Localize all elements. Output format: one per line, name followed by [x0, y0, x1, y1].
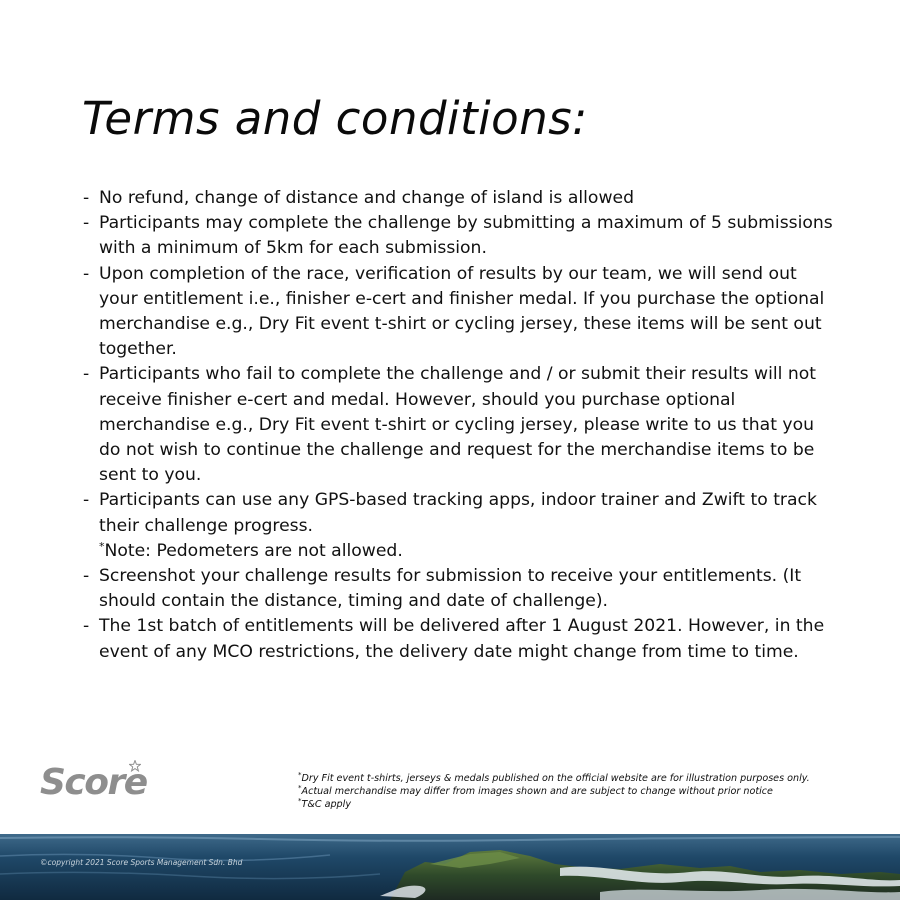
footnote-line: *Dry Fit event t-shirts, jerseys & medals published on the official website are for illustration purposes only.	[298, 771, 810, 784]
list-dash: -	[83, 616, 90, 637]
list-item	[80, 211, 840, 261]
list-dash: -	[83, 364, 90, 385]
footnote-asterisk: *	[298, 771, 302, 779]
coastline-image	[0, 834, 900, 900]
term-text: No refund, change of distance and change of island is allowed	[99, 188, 634, 208]
list-dash: -	[83, 188, 90, 208]
coastline-banner	[0, 834, 900, 900]
term-text: Participants may complete the challenge by submitting a maximum of 5 submissions with a minimum of 5km for each submission.	[99, 213, 833, 259]
term-text: Participants can use any GPS-based tracking apps, indoor trainer and Zwift to track their challenge progress.	[99, 490, 817, 536]
list-item	[80, 186, 840, 211]
copyright-text: ©copyright 2021 Score Sports Management Sdn. Bhd	[40, 858, 243, 867]
score-logo	[40, 762, 150, 806]
list-dash: -	[83, 213, 90, 234]
list-item	[80, 262, 840, 363]
footnote-asterisk: *	[298, 797, 302, 805]
list-item	[80, 614, 840, 664]
logo-text: Score	[40, 762, 147, 803]
page-title: Terms and conditions:	[82, 92, 588, 145]
pedometer-note	[99, 539, 840, 564]
footnote-line: *Actual merchandise may differ from images shown and are subject to change without prior notice	[298, 784, 773, 797]
note-asterisk: *	[99, 539, 105, 553]
list-item	[80, 488, 840, 564]
footnotes	[298, 772, 810, 811]
term-text: Upon completion of the race, verification of results by our team, we will send out your entitlement i.e., finisher e-cert and finisher medal. If you purchase the optional merchandise e.g., Dry Fit event t-shirt or cycling jersey, these items will be sent out together.	[99, 263, 825, 360]
list-item	[80, 564, 840, 614]
list-dash: -	[83, 490, 90, 511]
list-dash: -	[83, 566, 90, 587]
note-text: Note: Pedometers are not allowed.	[104, 540, 403, 561]
star-icon	[129, 760, 141, 772]
term-text: The 1st batch of entitlements will be delivered after 1 August 2021. However, in the event of any MCO restrictions, the delivery date might change from time to time.	[99, 616, 825, 662]
term-text: Participants who fail to complete the challenge and / or submit their results will not receive finisher e-cert and medal. However, should you purchase optional merchandise e.g., Dry Fit event t-shirt or cycling jersey, please write to us that you do not wish to continue the challenge and request for the merchandise items to be sent to you.	[99, 364, 817, 486]
footnote-line: *T&C apply	[298, 797, 351, 810]
list-dash: -	[83, 263, 90, 284]
term-text: Screenshot your challenge results for submission to receive your entitlements. (It should contain the distance, timing and date of challenge).	[99, 566, 802, 612]
footnote-asterisk: *	[298, 784, 302, 792]
terms-list	[80, 186, 840, 665]
list-item	[80, 362, 840, 488]
